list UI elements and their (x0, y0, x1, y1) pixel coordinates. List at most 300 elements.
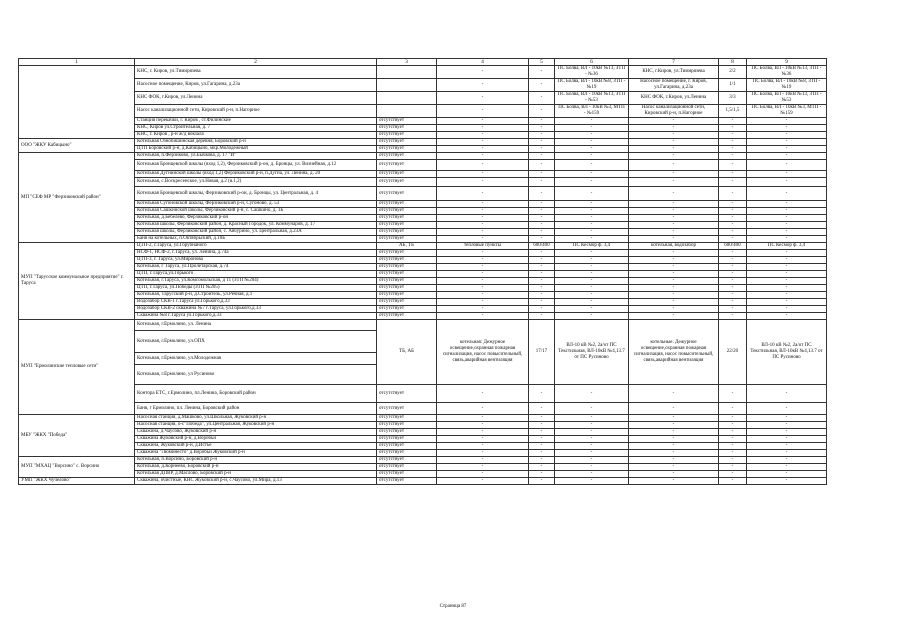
status-cell: отсутствует (377, 208, 437, 215)
dash-cell: - (555, 139, 629, 146)
dash-cell: - (629, 132, 719, 139)
table-row (19, 313, 827, 320)
dash-cell: - (719, 250, 747, 257)
dash-cell: - (555, 201, 629, 208)
object-cell: ЦТП-2, г.Таруса, ул.Горубнаного (135, 243, 377, 250)
table-row (19, 471, 827, 478)
merged-cell: ВЛ-10 кВ №2, 2а/от ПС Текстильная, ВЛ-10кВ №4,13.7 от ПС Русиново (555, 320, 629, 385)
dash-cell: - (629, 178, 719, 187)
object-cell: Котельная, Тарусский р-н, д.Строитель, ул.Речная, д.1 (135, 292, 377, 299)
object-cell: Котельная, г Таруса, ул.Пролетарская, д.74 (135, 264, 377, 271)
status-cell: отсутствует (377, 403, 437, 415)
column-header: 3 (377, 59, 437, 66)
column-header: 9 (747, 59, 827, 66)
dash-cell: - (529, 118, 555, 125)
dash-cell: - (629, 457, 719, 464)
dash-cell: - (529, 299, 555, 306)
dash-cell: - (719, 146, 747, 153)
document-table-wrapper (18, 58, 826, 485)
page-number: Страница 87 (439, 604, 467, 609)
dash-cell: - (747, 236, 827, 243)
dash-cell: - (437, 464, 529, 471)
dash-cell: - (629, 292, 719, 299)
object-cell: Насос канализационной сети, Кировский р-н, п.Нагорное (629, 105, 719, 118)
dash-cell: - (719, 271, 747, 278)
dash-cell: - (719, 292, 747, 299)
feeder-cell: ПС Болва, ВЛ - 10кВ №13, ЗТП - №53 (747, 92, 827, 105)
dash-cell: - (719, 285, 747, 292)
dash-cell: - (719, 415, 747, 422)
type-cell: котельная, водозабор (629, 243, 719, 250)
dash-cell: - (719, 118, 747, 125)
dash-cell: - (529, 139, 555, 146)
feeder-cell: ПС Болва, ВЛ - 10кВ №8, ЗТП - №19 (747, 79, 827, 92)
status-cell: отсутствует (377, 299, 437, 306)
dash-cell: - (529, 464, 555, 471)
dash-cell: - (437, 436, 529, 443)
dash-cell: - (629, 422, 719, 429)
dash-cell: - (555, 187, 629, 201)
dash-cell: - (529, 222, 555, 229)
dash-cell: - (719, 125, 747, 132)
dash-cell: - (555, 146, 629, 153)
status-cell: отсутствует (377, 153, 437, 160)
dash-cell: - (437, 313, 529, 320)
table-row (19, 250, 827, 257)
status-cell: отсутствует (377, 457, 437, 464)
dash-cell: - (629, 187, 719, 201)
dash-cell: - (747, 118, 827, 125)
dash-cell: - (747, 264, 827, 271)
dash-cell: - (555, 278, 629, 285)
status-cell: отсутствует (377, 450, 437, 457)
dash-cell: - (629, 222, 719, 229)
dash-cell: - (437, 215, 529, 222)
dash-cell: - (629, 415, 719, 422)
dash-cell: - (437, 422, 529, 429)
dash-cell: - (629, 436, 719, 443)
table-row (19, 320, 827, 331)
object-cell: КНС, Киров ул.Строительная, д. 7 (135, 125, 377, 132)
dash-cell: - (555, 178, 629, 187)
column-header: 2 (135, 59, 377, 66)
status-cell: отсутствует (377, 264, 437, 271)
table-row (19, 79, 827, 92)
dash-cell: - (529, 385, 555, 403)
dash-cell: - (529, 436, 555, 443)
power-cell: 3/3 (719, 92, 747, 105)
dash-cell: - (555, 464, 629, 471)
status-cell: отсутствует (377, 292, 437, 299)
table-row (19, 385, 827, 403)
object-cell: Баня, г Ермолино, пл. Ленина, Боровский район (135, 403, 377, 415)
dash-cell: - (437, 278, 529, 285)
dash-cell: - (747, 215, 827, 222)
column-header: 8 (719, 59, 747, 66)
merged-cell: ТБ, АБ (377, 320, 437, 385)
dash-cell: - (437, 92, 529, 105)
dash-cell: - (555, 236, 629, 243)
dash-cell: - (437, 187, 529, 201)
dash-cell: - (529, 79, 555, 92)
object-cell: КНС ФОК, г.Киров, ул.Ленина (629, 92, 719, 105)
table-row (19, 457, 827, 464)
feeder-cell: ПС Болва, ВЛ - 10кВ №13, ЗТП - №36 (555, 66, 629, 79)
org-cell: МУП "Тарусское коммунальное предприятие" г. Таруса (19, 243, 135, 320)
object-cell: КНС, г. Киров, ул.Тимирязева (135, 66, 377, 79)
dash-cell: - (629, 146, 719, 153)
dash-cell: - (555, 257, 629, 264)
dash-cell: - (629, 385, 719, 403)
table-row (19, 171, 827, 178)
object-cell: Станция перекачки, г. Киров , ст.Филинские (135, 118, 377, 125)
dash-cell: - (437, 403, 529, 415)
dash-cell: - (629, 125, 719, 132)
dash-cell: - (555, 415, 629, 422)
dash-cell: - (629, 153, 719, 160)
object-cell: Насосная станция, о-с"Победа", ул.Центральная, Жуковский р-н (135, 422, 377, 429)
dash-cell: - (719, 264, 747, 271)
status-cell: отсутствует (377, 222, 437, 229)
dash-cell: - (629, 264, 719, 271)
dash-cell: - (719, 201, 747, 208)
table-row (19, 257, 827, 264)
dash-cell: - (437, 236, 529, 243)
dash-cell: - (719, 132, 747, 139)
object-cell: Скважина №8 г.Таруса ул.Горького,д.33 (135, 313, 377, 320)
dash-cell: - (437, 105, 529, 118)
feeder-cell: ПС Кесмор ф. 3,4 (747, 243, 827, 250)
table-row (19, 236, 827, 243)
column-header: 7 (629, 59, 719, 66)
org-cell: МП "СЕФ МР "Ферзиковский район" (19, 153, 135, 243)
dash-cell: - (437, 415, 529, 422)
dash-cell: - (747, 450, 827, 457)
dash-cell: - (747, 464, 827, 471)
status-cell: отсутствует (377, 146, 437, 153)
dash-cell: - (747, 271, 827, 278)
object-cell: Скважина, очистные, КНС Жуковский р-н, с.Чаусово, ул.Мира, д.13 (135, 478, 377, 485)
dash-cell: - (529, 208, 555, 215)
dash-cell: - (555, 171, 629, 178)
dash-cell: - (555, 215, 629, 222)
dash-cell: - (529, 153, 555, 160)
status-cell: отсутствует (377, 415, 437, 422)
table-row (19, 415, 827, 422)
object-cell: ЦТП-3, г. Таруса, ул.Миронова (135, 257, 377, 264)
feeder-cell: ПС Болва, ВЛ - 10кВ №13, ЗТП - №53 (555, 92, 629, 105)
status-cell: отсутствует (377, 178, 437, 187)
table-row (19, 222, 827, 229)
dash-cell: - (529, 187, 555, 201)
dash-cell: - (555, 306, 629, 313)
status-cell: отсутствует (377, 422, 437, 429)
dash-cell: - (629, 257, 719, 264)
dash-cell: - (719, 160, 747, 171)
object-cell: Котельная, п.Ворсино, Боровский р-н (135, 457, 377, 464)
table-row (19, 436, 827, 443)
dash-cell: - (529, 450, 555, 457)
table-row (19, 243, 827, 250)
dash-cell: - (529, 201, 555, 208)
dash-cell: - (629, 215, 719, 222)
dash-cell: - (529, 457, 555, 464)
table-row (19, 403, 827, 415)
dash-cell: - (747, 457, 827, 464)
object-cell: Котельная, г.Ермолино, ул Русиново (135, 365, 377, 385)
dash-cell: - (629, 118, 719, 125)
dash-cell: - (555, 292, 629, 299)
dash-cell: - (629, 299, 719, 306)
dash-cell: - (555, 132, 629, 139)
dash-cell: - (747, 153, 827, 160)
dash-cell: - (529, 403, 555, 415)
dash-cell: - (719, 229, 747, 236)
org-cell: МБУ "ЖКХ "Победа" (19, 415, 135, 457)
dash-cell: - (629, 464, 719, 471)
object-cell: Котельная, г.Ермолино, ул. Ленина (135, 320, 377, 331)
dash-cell: - (719, 178, 747, 187)
dash-cell: - (719, 422, 747, 429)
object-cell: НСФ-1, НСФ-2, г.Таруса, ул. Ленина, д.74а (135, 250, 377, 257)
empty-cell (377, 105, 437, 118)
dash-cell: - (529, 292, 555, 299)
dash-cell: - (437, 299, 529, 306)
table-row (19, 306, 827, 313)
object-cell: Котельная Дугнинской школы (вход 1,2) Ферзиковский р-н, п.Дугна, ул. Ленина, д. 20 (135, 171, 377, 178)
status-cell: отсутствует (377, 139, 437, 146)
table-row (19, 299, 827, 306)
dash-cell: - (747, 222, 827, 229)
dash-cell: - (747, 132, 827, 139)
empty-cell (377, 92, 437, 105)
dash-cell: - (555, 250, 629, 257)
table-row (19, 422, 827, 429)
dash-cell: - (747, 278, 827, 285)
dash-cell: - (747, 478, 827, 485)
dash-cell: - (529, 415, 555, 422)
dash-cell: - (719, 436, 747, 443)
dash-cell: - (529, 278, 555, 285)
dash-cell: - (437, 271, 529, 278)
dash-cell: - (437, 118, 529, 125)
column-header: 6 (555, 59, 629, 66)
power-supply-table (18, 58, 827, 485)
dash-cell: - (629, 478, 719, 485)
dash-cell: - (629, 285, 719, 292)
table-row (19, 178, 827, 187)
dash-cell: - (629, 313, 719, 320)
dash-cell: - (437, 229, 529, 236)
dash-cell: - (555, 422, 629, 429)
dash-cell: - (529, 306, 555, 313)
dash-cell: - (529, 422, 555, 429)
object-cell: Котельная Сугоновской школы, Ферзиковский р-н, Сугоново, д. 53 (135, 201, 377, 208)
power-cell: 2/2 (719, 66, 747, 79)
dash-cell: - (555, 118, 629, 125)
dash-cell: - (747, 285, 827, 292)
dash-cell: - (747, 146, 827, 153)
dash-cell: - (529, 92, 555, 105)
object-cell: Водозабор СКВ-1 г.Таруса ул.Горького,д.33 (135, 299, 377, 306)
table-row (19, 132, 827, 139)
object-cell: Баня на котельных, п.Октябрьский, д.10Б (135, 236, 377, 243)
dash-cell: - (629, 306, 719, 313)
empty-cell (377, 66, 437, 79)
dash-cell: - (747, 313, 827, 320)
status-cell: отсутствует (377, 385, 437, 403)
table-row (19, 264, 827, 271)
dash-cell: - (555, 153, 629, 160)
dash-cell: - (437, 457, 529, 464)
dash-cell: - (747, 229, 827, 236)
dash-cell: - (555, 429, 629, 436)
dash-cell: - (747, 422, 827, 429)
dash-cell: - (747, 187, 827, 201)
power-cell: 1/1 (719, 79, 747, 92)
table-row (19, 271, 827, 278)
dash-cell: - (719, 471, 747, 478)
dash-cell: - (629, 278, 719, 285)
dash-cell: - (719, 450, 747, 457)
dash-cell: - (629, 208, 719, 215)
object-cell: ЦТП Боровский р-н, д.Кабицыно, мкр.Молодежный (135, 146, 377, 153)
object-cell: ЦТП, г.Таруса, ул.Победы (ЗТП №205) (135, 285, 377, 292)
power-cell: 600/400 (529, 243, 555, 250)
dash-cell: - (629, 443, 719, 450)
dash-cell: - (747, 415, 827, 422)
dash-cell: - (437, 292, 529, 299)
object-cell: ЦТП, г.Таруса,ул.Горького (135, 271, 377, 278)
org-cell: ООО "ЖКУ Кабицыно" (19, 139, 135, 153)
table-row (19, 208, 827, 215)
status-cell: отсутствует (377, 171, 437, 178)
table-row (19, 146, 827, 153)
status-cell: отсутствует (377, 236, 437, 243)
dash-cell: - (555, 160, 629, 171)
dash-cell: - (629, 229, 719, 236)
status-cell: отсутствует (377, 278, 437, 285)
dash-cell: - (555, 264, 629, 271)
dash-cell: - (747, 257, 827, 264)
object-cell: Скважина, Жуковский р-н, д.Истье (135, 443, 377, 450)
feeder-cell: ПС Болва, ВЛ - 10кВ №3, МТП - №159 (747, 105, 827, 118)
dash-cell: - (437, 250, 529, 257)
object-cell: Скважина "Люминесто" д.Воробьи Жуковский р-н (135, 450, 377, 457)
dash-cell: - (529, 160, 555, 171)
dash-cell: - (747, 292, 827, 299)
dash-cell: - (747, 443, 827, 450)
object-cell: Котельная школы, Ферзиковский район, с. Авчурино, ул. Центральная, д.23А (135, 229, 377, 236)
merged-cell: котельные: Дежурное освещение,охранная пожарная сигнализация, насос повысительный, связь,аварийная вентиляция (629, 320, 719, 385)
dash-cell: - (437, 171, 529, 178)
dash-cell: - (529, 478, 555, 485)
dash-cell: - (555, 229, 629, 236)
object-cell: Насосная станция, д.Машково, ул.Школьная, Жуковский р-н (135, 415, 377, 422)
dash-cell: - (437, 429, 529, 436)
dash-cell: - (719, 385, 747, 403)
dash-cell: - (437, 450, 529, 457)
table-row (19, 92, 827, 105)
table-row (19, 278, 827, 285)
object-cell: Котельная, г.Ермолино, ул.Молодежная (135, 353, 377, 365)
dash-cell: - (719, 222, 747, 229)
dash-cell: - (437, 139, 529, 146)
feeder-cell: ПС Кесмор ф. 3,4 (555, 243, 629, 250)
dash-cell: - (529, 66, 555, 79)
dash-cell: - (529, 132, 555, 139)
dash-cell: - (719, 236, 747, 243)
dash-cell: - (555, 125, 629, 132)
dash-cell: - (437, 222, 529, 229)
status-cell: отсутствует (377, 215, 437, 222)
dash-cell: - (437, 264, 529, 271)
dash-cell: - (529, 443, 555, 450)
dash-cell: - (437, 160, 529, 171)
table-row (19, 118, 827, 125)
dash-cell: - (437, 125, 529, 132)
dash-cell: - (747, 429, 827, 436)
dash-cell: - (529, 229, 555, 236)
dash-cell: - (437, 201, 529, 208)
table-row (19, 160, 827, 171)
dash-cell: - (747, 171, 827, 178)
object-cell: Котельная, п.Ферзиково, ул.Бычкова, д. 17 "И" (135, 153, 377, 160)
dash-cell: - (747, 306, 827, 313)
dash-cell: - (437, 471, 529, 478)
dash-cell: - (529, 264, 555, 271)
power-cell: 600/400 (719, 243, 747, 250)
dash-cell: - (747, 250, 827, 257)
object-cell: Котельная Бронцевской школы (вход 1,2), Ферзиковский р-он, д. Бронцы, ул. Визиейная, д.12 (135, 160, 377, 171)
dash-cell: - (437, 66, 529, 79)
status-cell: отсутствует (377, 478, 437, 485)
dash-cell: - (437, 79, 529, 92)
dash-cell: - (719, 139, 747, 146)
column-header: 1 (19, 59, 135, 66)
status-cell: отсутствует (377, 285, 437, 292)
object-cell: Насос канализационной сети, Кировский р-н, п.Нагорное (135, 105, 377, 118)
object-cell: Котельная, д.Корнеево, Боровский р-н (135, 464, 377, 471)
dash-cell: - (629, 236, 719, 243)
dash-cell: - (629, 250, 719, 257)
dash-cell: - (629, 403, 719, 415)
dash-cell: - (719, 306, 747, 313)
table-row (19, 139, 827, 146)
status-cell: отсутствует (377, 257, 437, 264)
table-row (19, 285, 827, 292)
dash-cell: - (719, 478, 747, 485)
org-cell: МУП "МХАЦ "Ворсино" с. Ворсино (19, 457, 135, 478)
dash-cell: - (555, 450, 629, 457)
dash-cell: - (529, 313, 555, 320)
dash-cell: - (555, 471, 629, 478)
power-cell: 1,5/1,5 (719, 105, 747, 118)
table-row (19, 429, 827, 436)
dash-cell: - (719, 171, 747, 178)
object-cell: КНС, г. Киров , р-н ж/д вокзала (135, 132, 377, 139)
dash-cell: - (747, 471, 827, 478)
feeder-cell: ПС Болва, ВЛ - 10кВ №8, ЗТП - №19 (555, 79, 629, 92)
table-row (19, 292, 827, 299)
object-cell: Котельная Бронцевской школы, Ферзиковский р-он, д. Бронцы, ул. Центральная, д. 4 (135, 187, 377, 201)
dash-cell: - (747, 160, 827, 171)
object-cell: Водозабор СКВ-2 скважина №7 г.Таруса, ул.Горького,д.33 (135, 306, 377, 313)
dash-cell: - (747, 436, 827, 443)
status-cell: отсутствует (377, 118, 437, 125)
table-row (19, 153, 827, 160)
feeder-cell: ПС Болва, ВЛ - 10кВ №13, ЗТП - №36 (747, 66, 827, 79)
